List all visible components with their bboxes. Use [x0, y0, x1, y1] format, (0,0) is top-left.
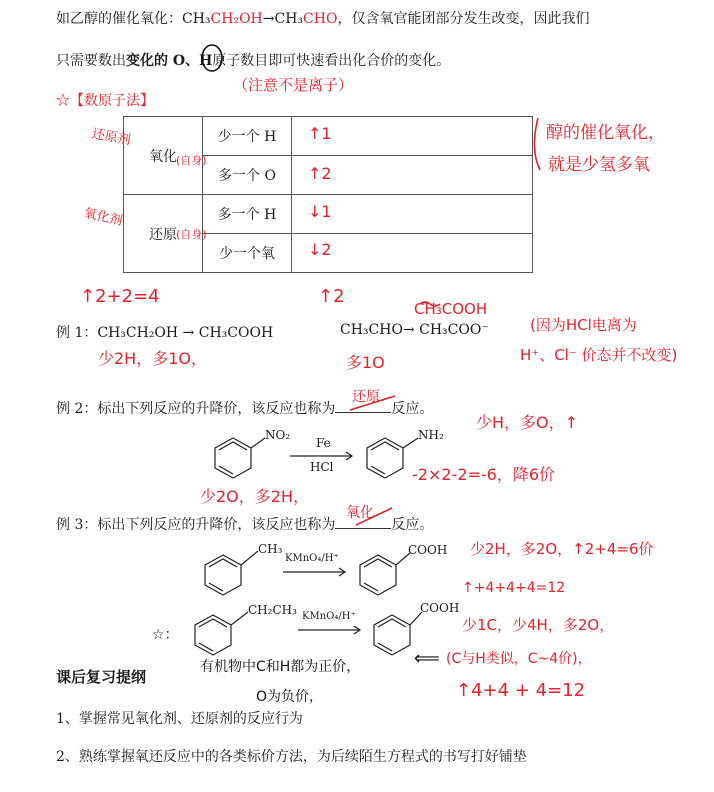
cell-oxidation: 氧化 [124, 117, 203, 195]
intro-text: 如乙醇的催化氧化：CH₃ [56, 11, 211, 27]
hw-side-note-2: 就是少氢多氧 [548, 155, 650, 175]
benzene-ring-4 [360, 555, 396, 595]
cooh-label-1: COOH [408, 543, 448, 557]
kmno4-label-1: KMnO₄/H⁺ [285, 553, 339, 564]
cell-row-4: 少一个氧 [203, 234, 292, 273]
intro-text-2: 只需要数出 [56, 53, 126, 69]
example-1-equation-left: CH₃CH₂OH → CH₃COOH [97, 325, 274, 341]
example-3-suffix: 反应。 [391, 517, 434, 533]
hw-ex2-note-1: 少H，多O，↑ [476, 413, 579, 432]
example-1-equation-right: CH₃CHO→ CH₃COO⁻ [340, 322, 489, 338]
cell-row-3: 多一个 H [203, 195, 292, 234]
hw-note-atoms: （注意不是离子） [233, 76, 354, 94]
hw-arrow-down-2: ↓2 [308, 240, 332, 259]
hw-sum-2: ↑2 [318, 286, 345, 307]
highlight-ch2oh: CH₂OH [210, 11, 263, 27]
example-1-label: 例 1： [56, 325, 98, 341]
hw-arrow-left-icon: ⟸ [414, 648, 440, 669]
benzene-ring-1 [215, 438, 251, 478]
hw-ex2-fill: 还原 [352, 389, 380, 405]
circle-mark-h [202, 45, 222, 71]
hw-organic-note-2: O为负价， [256, 689, 324, 705]
benzene-ring-3 [205, 555, 241, 595]
ch3-label: CH₃ [258, 542, 283, 556]
hw-ex3-note-2: ↑+4+4+4=12 [462, 580, 566, 596]
hw-hcl-note-1: (因为HCl电离为 [530, 316, 637, 334]
example-3-text: 例 3：标出下列反应的升降价，该反应也称为 [56, 517, 336, 533]
hw-ex3-note-1: 少2H，多2O，↑2+4=6价 [470, 540, 654, 558]
hw-ex3-note-5: ↑4+4 + 4=12 [456, 680, 586, 701]
hw-label-ox: 还原剂 [90, 126, 132, 149]
review-heading: 课后复习提纲 [56, 668, 147, 686]
hw-label-red-small: (自身) [176, 228, 207, 241]
kmno4-label-2: KMnO₄/H⁺ [302, 611, 356, 622]
intro-text-mid: →CH₃ [262, 11, 304, 27]
method-title: ☆【数原子法】 [56, 93, 154, 109]
hw-label-ox-small: (自身) [176, 154, 207, 167]
bold-oh-text: 变化的 O、H [126, 53, 213, 69]
cell-row-1: 少一个 H [203, 117, 292, 156]
highlight-cho: CHO [303, 11, 338, 27]
benzene-ring-5 [195, 615, 231, 655]
benzene-ring-2 [367, 438, 403, 478]
hw-ex1-note-1: 少2H，多1O， [98, 349, 207, 368]
hw-side-note-1: 醇的催化氧化， [546, 123, 665, 143]
hw-arrow-up-1: ↑1 [308, 124, 332, 143]
review-item-1: 1、掌握常见氧化剂、还原剂的反应行为 [56, 711, 303, 727]
cell-reduction: 还原 [124, 195, 203, 273]
no2-label: NO₂ [265, 428, 291, 442]
hw-arrow-up-2: ↑2 [308, 164, 332, 183]
intro-text-post: ，仅含氧官能团部分发生改变，因此我们 [337, 11, 590, 27]
hw-label-red: 氧化剂 [82, 206, 124, 229]
bracket-mark [534, 118, 540, 170]
example-2-text: 例 2：标出下列反应的升降价，该反应也称为 [56, 401, 336, 417]
reagent-hcl: HCl [310, 460, 334, 474]
benzene-ring-6 [374, 615, 410, 655]
review-item-2: 2、熟练掌握氧还反应中的各类标价方法，为后续陌生方程式的书写打好铺垫 [56, 749, 527, 765]
cell-row-2: 多一个 O [203, 156, 292, 195]
example-2-suffix: 反应。 [391, 401, 434, 417]
ch2ch3-label: CH₂CH₃ [248, 603, 297, 617]
hw-ex1-note-2: 多1O [346, 353, 385, 372]
hw-ch3cooh: CH₃COOH [414, 300, 488, 318]
hw-sum-1: ↑2+2=4 [80, 286, 160, 307]
hw-ex3-note-4: (C与H类似，C~4价)， [446, 651, 592, 667]
cooh-label-2: COOH [420, 601, 460, 615]
nh2-label: NH₂ [418, 428, 444, 442]
hw-ex2-note-3: 少2O，多2H， [200, 487, 309, 506]
hw-star-note: ☆： [152, 627, 179, 643]
hw-hcl-note-2: H⁺、Cl⁻ 价态并不改变) [520, 346, 678, 364]
hw-ex3-fill: 氧化 [346, 505, 374, 521]
hw-ex3-note-3: 少1C，少4H，多2O， [462, 616, 615, 634]
hw-organic-note-1: 有机物中C和H都为正价， [200, 659, 361, 675]
intro-text-2-post: 原子数目即可快速看出化合价的变化。 [212, 53, 451, 69]
hw-ex2-note-2: -2×2-2=-6，降6价 [412, 465, 556, 484]
hw-arrow-down-1: ↓1 [308, 202, 332, 221]
reagent-fe: Fe [316, 436, 331, 450]
